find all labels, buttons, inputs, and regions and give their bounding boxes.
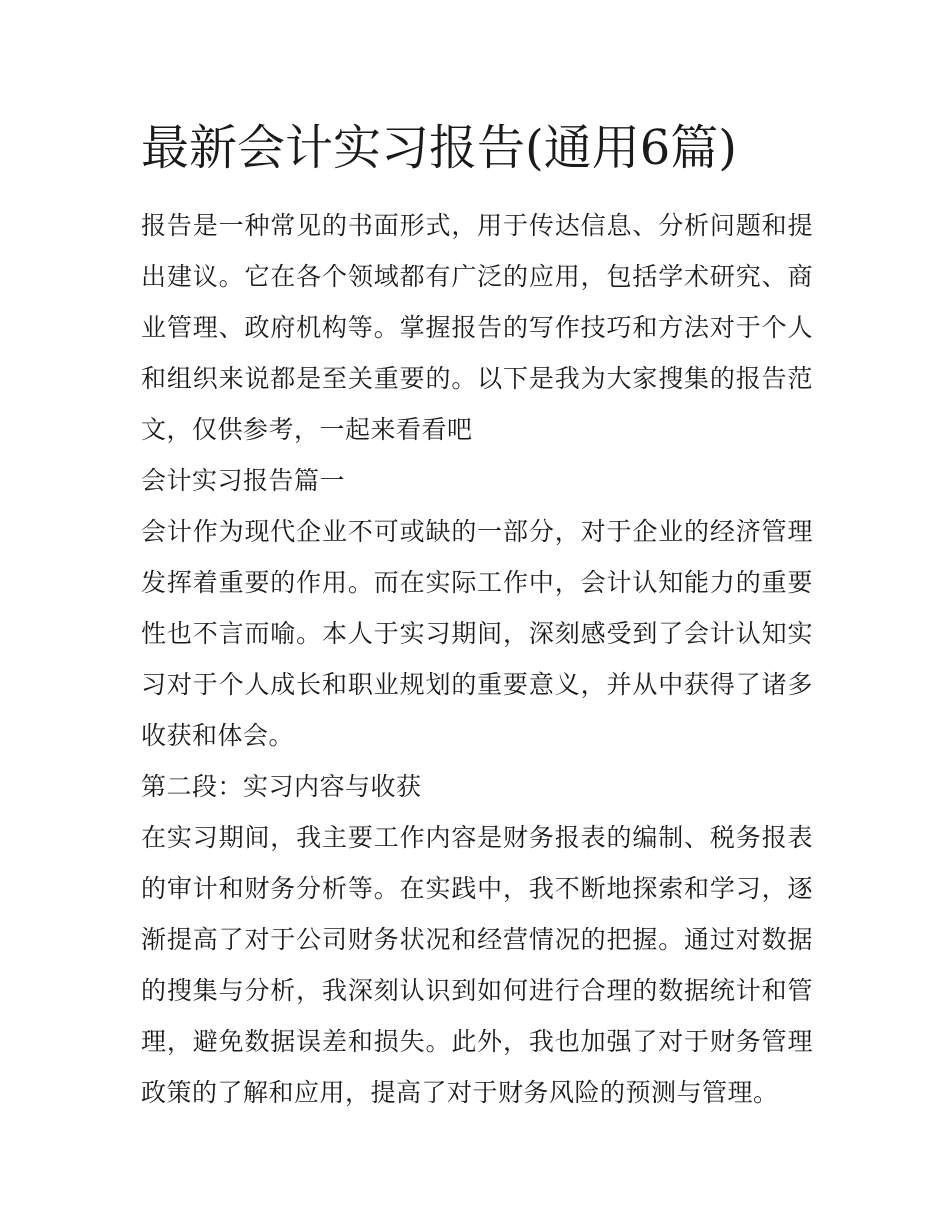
intro-paragraph: 报告是一种常见的书面形式，用于传达信息、分析问题和提出建议。它在各个领域都有广泛的应用，包括学术研究、商业管理、政府机构等。掌握报告的写作技巧和方法对于个人和组织来说都是至关重要的。以下是我为大家搜集的报告范文，仅供参考，一起来看看吧 [141,211,813,444]
section-paragraph-2: 在实习期间，我主要工作内容是财务报表的编制、税务报表的审计和财务分析等。在实践中，我不断地探索和学习，逐渐提高了对于公司财务状况和经营情况的把握。通过对数据的搜集与分析，我深刻认识到如何进行合理的数据统计和管理，避免数据误差和损失。此外，我也加强了对于财务管理政策的了解和应用，提高了对于财务风险的预测与管理。 [141,823,813,1107]
document-page [141,118,813,1118]
section-heading-2: 第二段：实习内容与收获 [141,772,422,801]
section-heading-1: 会计实习报告篇一 [141,466,346,495]
document-title: 最新会计实习报告(通用6篇) [141,120,737,176]
section-paragraph-1: 会计作为现代企业不可或缺的一部分，对于企业的经济管理发挥着重要的作用。而在实际工作中，会计认知能力的重要性也不言而喻。本人于实习期间，深刻感受到了会计认知实习对于个人成长和职业规划的重要意义，并从中获得了诸多收获和体会。 [141,517,813,750]
